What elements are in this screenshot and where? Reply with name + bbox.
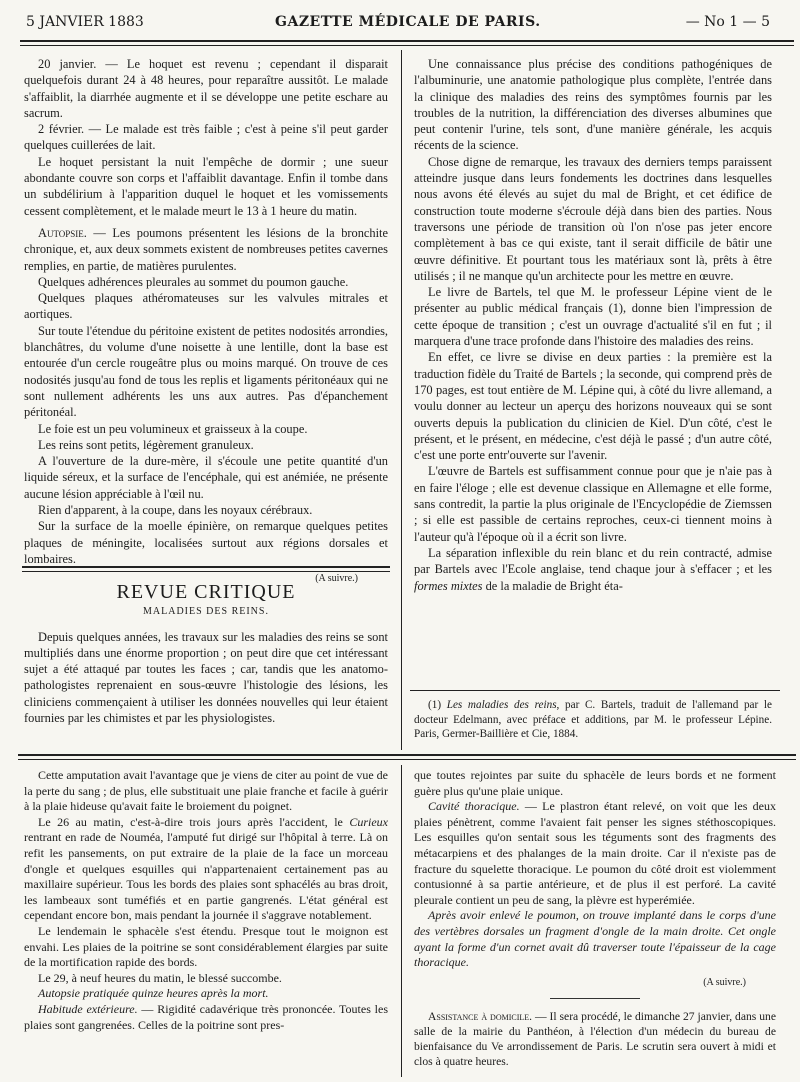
revue-section [24,578,388,726]
section-divider-thick [18,754,796,756]
footnote-rule [410,690,780,691]
subheading: Habitude extérieure. [38,1001,138,1016]
section-subtitle: MALADIES DES REINS. [143,606,269,618]
bottom-left-column [24,768,388,1033]
journal-title: GAZETTE MÉDICALE DE PARIS. [275,14,541,30]
revue-rule-thick [22,566,390,568]
header-rule-thin [20,45,794,46]
paragraph: En effet, ce livre se divise en deux parties : la première est la traduction fidèle du Traité de Bartels ; la seconde, qui comprend près de 170 pages, est tout entière de M. Lépine qui, à côté du livre allemand, a voulu donner au lecteur un aperçu des horizons nouveaux qui se sont ouverts depuis la publication du clinicien de Kiel. D'un côté, c'est le présent, et le présent, en médecine, c'est déjà le passé ; d'un autre côté, c'est une porte entr'ouverte sur l'avenir. [414,350,772,463]
paragraph: Depuis quelques années, les travaux sur les maladies des reins se sont multipliés dans une énorme proportion ; on peut dire que cet intéressant sujet a été attaqué par toutes les faces ; car, tandis que les anatomo-pathologistes reprenaient en sous-œuvre l'histologie des lésions, les cliniciens commençaient à utiliser les données nouvelles qui leur étaient fournies par les chimistes et par les physiologistes. [24,629,388,726]
top-column-divider [401,50,402,750]
paragraph: Sur toute l'étendue du péritoine existent de petites nodosités arrondies, blanchâtres, du volume d'une noisette à une lentille, dont la base est entourée d'un cercle rougeâtre plus ou moins marqué. On trouve de ces nodosités jusqu'au fond de tous les replis et ligaments péritonéaux qui ne sont nullement adhérents les uns aux autres. Pas d'épanchement péritonéal. [24,323,388,420]
continued-note: (A suivre.) [703,976,746,988]
paragraph: Sur la surface de la moelle épinière, on remarque quelques petites plaques de méningite, localisées surtout aux régions dorsales et lombaires. [24,519,388,566]
bottom-column-divider [401,765,402,1077]
notice-label: Assistance à domicile. [428,1010,533,1024]
section-divider-thin [18,759,796,760]
top-left-column [24,56,388,588]
footnote-marker: (1) [428,699,447,711]
subheading: Cavité thoracique. [428,799,520,814]
paragraph: Quelques plaques athéromateuses sur les valvules mitrales et aortiques. [24,291,388,322]
paragraph: Autopsie pratiquée quinze heures après la mort. [38,986,269,1001]
page-header [0,0,800,40]
header-rule-thick [20,40,794,42]
paragraph: Le foie est un peu volumineux et graisseux à la coupe. [38,421,308,436]
ship-name: Curieux [349,814,388,829]
notice-text: — Il sera procédé, le dimanche 27 janvier, dans une salle de la mairie du Panthéon, à l'élection d'un médecin du bureau de bienfaisance du Ve arrondissement de Paris. Le scrutin sera ouvert à midi et clos à quatre heures. [414,1010,776,1069]
revue-rule-thin [22,571,390,572]
paragraph [414,545,772,594]
paragraph [24,1002,388,1033]
paragraph: Cette amputation avait l'avantage que je viens de citer au point de vue de la perte du sang ; de plus, elle substituait une plaie franche et facile à guérir à la plaie hideuse qu'avait faite le broiement du poignet. [24,768,388,814]
footnote-rest: , par C. Bartels, traduit de l'allemand par le docteur Edelmann, avec préface et additions, par M. le professeur Lépine. Paris, Germer-Baillière et Cie, 1884. [414,699,772,740]
text-run: rentrant en rade de Nouméa, l'amputé fut dirigé sur l'hôpital à terre. Là on refit les pansements, on put extraire de la plaie de la face un morceau d'ongle et quelques esquilles qui n'appartenaient certainement pas au maxillaire supérieur. Tous les bords des plaies sont sphacélés au bras droit, les lambeaux sont tuméfiés et en partie gangrenés. L'état général est cependant encore bon, mais pendant la journée il s'aggrave notablement. [24,830,388,923]
continued-note: (A suivre.) [315,573,358,585]
paragraph: Quelques adhérences pleurales au sommet du poumon gauche. [38,274,349,289]
paragraph [414,1009,776,1069]
paragraph [414,799,776,908]
text-run: de la maladie de Bright éta- [482,578,623,593]
paragraph: Rien d'apparent, à la coupe, dans les noyaux cérébraux. [38,503,313,518]
paragraph: Le 29, à neuf heures du matin, le blessé succombe. [38,970,282,985]
paragraph: Une connaissance plus précise des conditions pathogéniques de l'albuminurie, une anatomie pathologique plus complète, l'entrée dans la clinique des maladies des reins des symptômes fournis par les troubles de la nutrition, la différenciation des diverses albumines que peut contenir l'urine, tels sont, d'une manière générale, les acquis récents de la science. [414,57,772,153]
paragraph: Le livre de Bartels, tel que M. le professeur Lépine vient de le présenter au public médical français (1), donne bien l'impression de cette époque de transition ; c'est un ouvrage d'actualité s'il en fut ; il marquera d'une trace profonde dans l'histoire des maladies des reins. [414,285,772,349]
text-run-italic: formes mixtes [414,578,483,593]
book-title: Les maladies des reins [446,699,557,711]
issue-page-number: — No 1 — 5 [685,14,770,30]
paragraph: Après avoir enlevé le poumon, on trouve implanté dans le corps d'une des vertèbres dorsales un fragment d'ongle de la main droite. Cet ongle ayant la forme d'un cornet avait dû traverser toute l'épaisseur de la cage thoracique. [414,908,776,970]
text-run: La séparation inflexible du rein blanc et du rein contracté, admise par Bartels avec l'Ecole anglaise, tend chaque jour à s'effacer ; et les [414,545,772,577]
top-right-column [414,56,772,594]
paragraph: Le hoquet persistant la nuit l'empêche de dormir ; une sueur abondante couvre son corps et l'affaiblit davantage. Enfin il tombe dans un subdélirium à l'apparition duquel le hoquet et les vomissements cessent complètement, et le malade meurt le 13 à 1 heure du matin. [24,154,388,218]
paragraph: Chose digne de remarque, les travaux des derniers temps paraissent atteindre jusque dans leurs fondements les doctrines dans lesquelles nous avons été élevés au sujet du mal de Bright, et cet édifice de construction toute moderne s'écroule déjà dans bien des parties. Nous traversons une période de transition où l'on n'ose pas jeter encore complètement à bas ce qui existe, tant il serait difficile de bâtir une œuvre définitive. Et pourtant tous les matériaux sont là, prêts à être utilisés ; il ne manque qu'un architecte pour les mettre en œuvre. [414,154,772,283]
paragraph: L'œuvre de Bartels est suffisamment connue pour que je n'aie pas à en faire l'éloge ; elle est devenue classique en Allemagne et elle forme, sans contredit, la partie la plus originale de l'Encyclopédie de Ziemssen ; si elle est passible de certains reproches, ceux-ci tiennent moins à l'auteur qu'à l'époque où il a écrit son livre. [414,464,772,544]
footnote [414,698,772,742]
autopsie-label: Autopsie. [38,225,87,240]
text-run: Le 26 au matin, c'est-à-dire trois jours après l'accident, le [38,814,350,829]
autopsie-text: — Les poumons présentent les lésions de la bronchite chronique, et, aux deux sommets existent de nombreuses petites cavernes remplies, en partie, de matières purulentes. [24,225,388,273]
text-run: — Le plastron étant relevé, on voit que les deux plaies pénètrent, comme l'avaient fait penser les signes stéthoscopiques. Les esquilles qu'on sentait sous les téguments sont des fragments des métacarpiens et des phalanges de la main droite. Car il n'existe pas de fracture du squelette thoracique. Le poumon du côté droit est violemment contusionné à sa partie antérieure, et de plus il est perforé. La cavité pleurale contient un peu de sang, la plèvre est hyperémiée. [414,799,776,907]
paragraph: 2 février. — Le malade est très faible ; c'est à peine s'il peut garder quelques cuillerées de lait. [24,122,388,153]
paragraph: Les reins sont petits, légèrement granuleux. [38,437,254,452]
issue-date: 5 JANVIER 1883 [26,14,144,30]
paragraph: A l'ouverture de la dure-mère, il s'écoule une petite quantité d'un liquide séreux, et la surface de l'encéphale, qui est anémiée, ne présente aucune lésion appréciable à l'œil nu. [24,454,388,501]
text-run: — Rigidité cadavérique très prononcée. Toutes les plaies sont gangrenées. Celles de la poitrine sont pres- [24,1001,388,1032]
bottom-right-column [414,768,776,1069]
paragraph: 20 janvier. — Le hoquet est revenu ; cependant il disparait quelquefois durant 24 à 48 heures, pour reparaître aussitôt. Le malade s'affaiblit, la diarrhée augmente et il se développe une petite eschare au sacrum. [24,57,388,120]
paragraph: que toutes rejointes par suite du sphacèle de leurs bords et ne forment guère plus qu'une plaie unique. [414,768,776,798]
paragraph [24,225,388,274]
short-rule [550,998,640,999]
paragraph [24,815,388,924]
paragraph: Le lendemain le sphacèle s'est étendu. Presque tout le moignon est envahi. Les plaies de la poitrine se sont considérablement élargies par suite de la mortification rapide des bords. [24,923,388,970]
section-title: REVUE CRITIQUE [116,581,296,603]
footnote-text [414,698,772,742]
